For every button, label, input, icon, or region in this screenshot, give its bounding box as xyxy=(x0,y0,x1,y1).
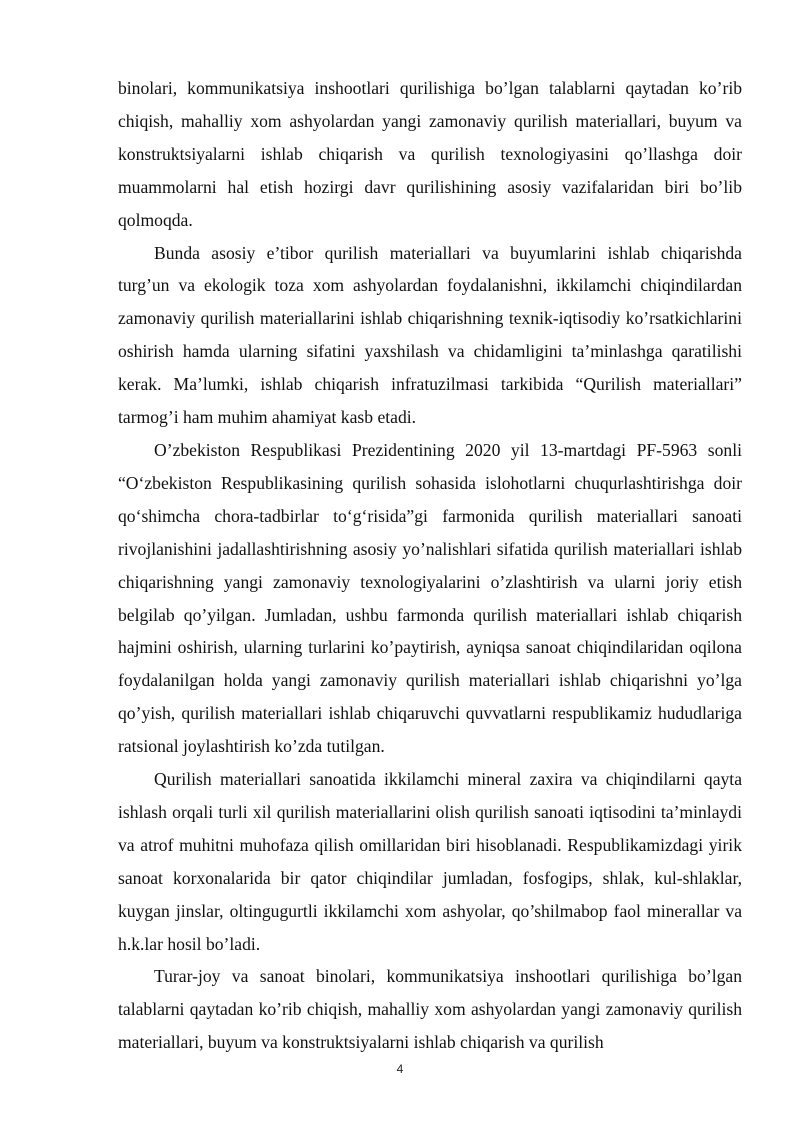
paragraph-4: Qurilish materiallari sanoatida ikkilamchi mineral zaxira va chiqindilarni qayta ishlash orqali turli xil qurilish materiallarini olish qurilish sanoati iqtisodini ta’minlaydi va atrof muhitni muhofaza qilish omillaridan biri hisoblanadi. Respublikamizdagi yirik sanoat korxonalarida bir qator chiqindilar jumladan, fosfogips, shlak, kul-shlaklar, kuygan jinslar, oltingugurtli ikkilamchi xom ashyolar, qo’shilmabop faol minerallar va h.k.lar hosil bo’ladi. xyxy=(118,769,742,954)
paragraph-2: Bunda asosiy e’tibor qurilish materiallari va buyumlarini ishlab chiqarishda turg’un va ekologik toza xom ashyolardan foydalanishni, ikkilamchi chiqindilardan zamonaviy qurilish materiallarini ishlab chiqarishning texnik-iqtisodiy ko’rsatkichlarini oshirish hamda ularning sifatini yaxshilash va chidamligini ta’minlashga qaratilishi kerak. Ma’lumki, ishlab chiqarish infratuzilmasi tarkibida “Qurilish materiallari” tarmog’i ham muhim ahamiyat kasb etadi. xyxy=(118,242,742,428)
paragraph-5: Turar-joy va sanoat binolari, kommunikatsiya inshootlari qurilishiga bo’lgan talablarni qaytadan ko’rib chiqish, mahalliy xom ashyolardan yangi zamonaviy qurilish materiallari, buyum va konstruktsiyalarni ishlab chiqarish va qurilish xyxy=(118,966,742,1053)
paragraph-1: binolari, kommunikatsiya inshootlari qurilishiga bo’lgan talablarni qaytadan ko’rib chiqish, mahalliy xom ashyolardan yangi zamonaviy qurilish materiallari, buyum va konstruktsiyalarni ishlab chiqarish va qurilish texnologiyasini qo’llashga doir muammolarni hal etish hozirgi davr qurilishining asosiy vazifalaridan biri bo’lib qolmoqda. xyxy=(118,78,742,230)
paragraph-3: O’zbekiston Respublikasi Prezidentining 2020 yil 13-martdagi PF-5963 sonli “O‘zbekiston Respublikasining qurilish sohasida islohotlarni chuqurlashtirishga doir qo‘shimcha chora-tadbirlar to‘g‘risida”gi farmonida qurilish materiallari sanoati rivojlanishini jadallashtirishning asosiy yo’nalishlari sifatida qurilish materiallari ishlab chiqarishning yangi zamonaviy texnologiyalarini o’zlashtirish va ularni joriy etish belgilab qo’yilgan. Jumladan, ushbu farmonda qurilish materiallari ishlab chiqarish hajmini oshirish, ularning turlarini ko’paytirish, ayniqsa sanoat chiqindilaridan oqilona foydalanilgan holda yangi zamonaviy qurilish materiallari ishlab chiqarishni yo’lga qo’yish, qurilish materiallari ishlab chiqaruvchi quvvatlarni respublikamiz hududlariga ratsional joylashtirish ko’zda tutilgan. xyxy=(118,439,742,757)
page-number: 4 xyxy=(396,1062,404,1076)
body-text xyxy=(118,72,742,1059)
